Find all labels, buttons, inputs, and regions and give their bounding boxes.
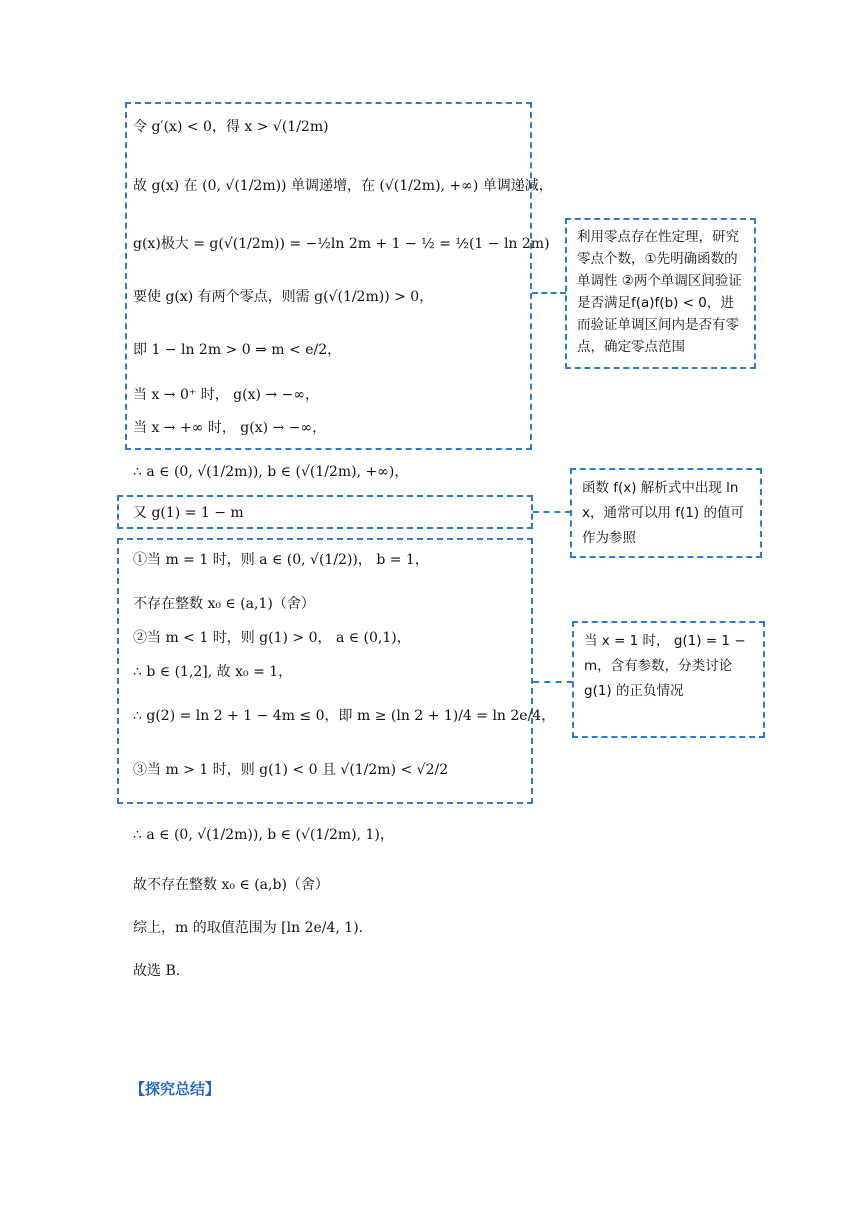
after-line-3: 综上，m 的取值范围为 [ln 2e/4, 1). <box>133 920 364 936</box>
connector-3 <box>533 681 573 683</box>
connector-2 <box>533 511 571 513</box>
box1-line-3: g(x)极大 = g(√(1/2m)) = −½ln 2m + 1 − ½ = ½(1 − ln 2m) <box>133 236 550 252</box>
after-line-4: 故选 B. <box>133 963 181 979</box>
box1-line-6: 当 x → 0⁺ 时， g(x) → −∞， <box>133 387 319 403</box>
connector-1 <box>532 292 566 294</box>
box1-line-4: 要使 g(x) 有两个零点，则需 g(√(1/2m)) > 0， <box>133 289 434 305</box>
after-line-1: ∴ a ∈ (0, √(1/2m)), b ∈ (√(1/2m), 1)， <box>133 827 394 843</box>
box3-line-5: ∴ g(2) = ln 2 + 1 − 4m ≤ 0，即 m ≥ (ln 2 + 1)/4 = ln 2e/4， <box>133 708 556 724</box>
box3-line-2: 不存在整数 x₀ ∈ (a,1)（舍） <box>133 596 315 612</box>
annotation-note-1: 利用零点存在性定理，研究零点个数，①先明确函数的单调性 ②两个单调区间验证是否满足f(a)f(b) < 0，进而验证单调区间内是否有零点，确定零点范围 <box>565 218 756 369</box>
interval-conclusion-line: ∴ a ∈ (0, √(1/2m)), b ∈ (√(1/2m), +∞)， <box>133 464 409 480</box>
box3-line-4: ∴ b ∈ (1,2], 故 x₀ = 1， <box>133 664 293 680</box>
after-line-2: 故不存在整数 x₀ ∈ (a,b)（舍） <box>133 877 329 893</box>
box3-line-1: ①当 m = 1 时，则 a ∈ (0, √(1/2))， b = 1， <box>133 552 429 568</box>
box1-line-2: 故 g(x) 在 (0, √(1/2m)) 单调递增，在 (√(1/2m), +∞) 单调递减， <box>133 178 553 194</box>
box3-line-3: ②当 m < 1 时，则 g(1) > 0， a ∈ (0,1)， <box>133 630 411 646</box>
box2-line: 又 g(1) = 1 − m <box>133 505 244 521</box>
box3-line-6: ③当 m > 1 时，则 g(1) < 0 且 √(1/2m) < √2/2 <box>133 762 449 778</box>
box1-line-5: 即 1 − ln 2m > 0 ⇒ m < e/2， <box>133 342 342 358</box>
box1-line-7: 当 x → +∞ 时， g(x) → −∞， <box>133 420 327 436</box>
box1-line-1: 令 g′(x) < 0，得 x > √(1/2m) <box>133 119 329 135</box>
annotation-note-3: 当 x = 1 时， g(1) = 1 − m，含有参数，分类讨论 g(1) 的正负情况 <box>572 621 765 738</box>
section-heading-summary: 【探究总结】 <box>130 1080 221 1098</box>
annotation-note-2: 函数 f(x) 解析式中出现 ln x，通常可以用 f(1) 的值可作为参照 <box>570 468 762 558</box>
